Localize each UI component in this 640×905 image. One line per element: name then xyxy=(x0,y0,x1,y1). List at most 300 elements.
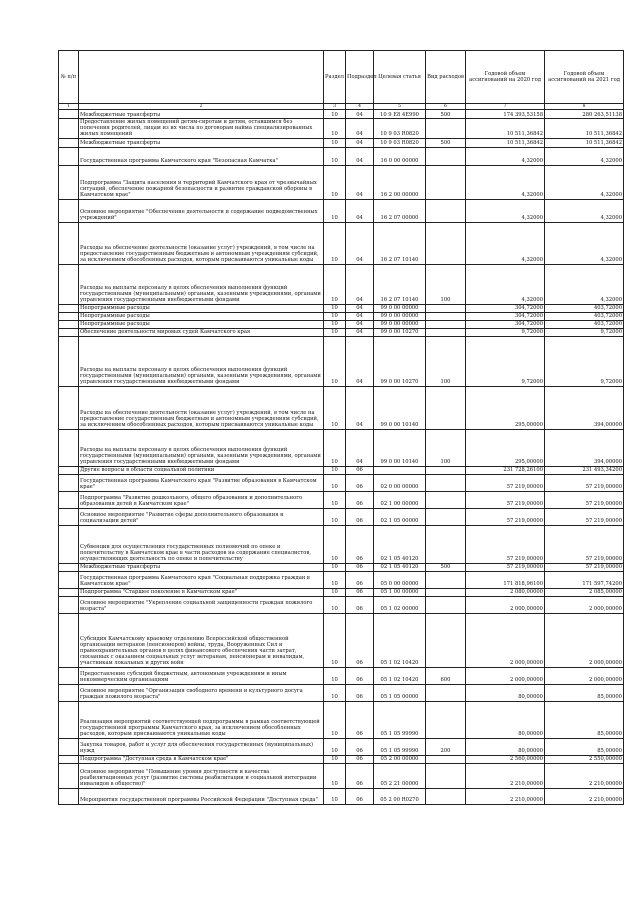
row-name-cell: Непрограммные расходы xyxy=(79,312,324,320)
row-sum-2020-cell: 4,32000 xyxy=(466,147,545,165)
row-subsection-cell: 04 xyxy=(346,119,374,139)
row-name-cell: Расходы на выплаты персоналу в целях обеспечения выполнения функций государственными (муниципальными) органами, казенными учреждениями, органами управления государственными внебюджетными фондами xyxy=(79,429,324,466)
row-target-cell: 16 2 00 00000 xyxy=(374,165,426,199)
table-row xyxy=(59,738,624,755)
row-section-cell: 10 xyxy=(324,147,346,165)
row-section-cell: 10 xyxy=(324,304,346,312)
row-sum-2020-cell: 4,32000 xyxy=(466,264,545,304)
row-target-cell: 05 2 21 00000 xyxy=(374,763,426,788)
row-name-cell: Расходы на обеспечение деятельности (оказание услуг) учреждений, в том числе на предоставление государственным бюджетным и автономным учреждениям субсидий, за исключением обособленных расходов, которым присваиваются уникальные коды xyxy=(79,386,324,429)
row-expense-type-cell: 100 xyxy=(426,336,466,386)
row-subsection-cell: 06 xyxy=(346,474,374,491)
row-target-cell: 05 1 02 10420 xyxy=(374,667,426,684)
row-sum-2020-cell: 2 080,00000 xyxy=(466,588,545,596)
row-sum-2020-cell: 9,72000 xyxy=(466,328,545,336)
row-subsection-cell: 06 xyxy=(346,466,374,474)
row-sum-2020-cell: 2 000,00000 xyxy=(466,596,545,613)
row-sum-2020-cell: 57 219,00000 xyxy=(466,525,545,563)
row-name-cell: Межбюджетные трансферты xyxy=(79,563,324,571)
row-number-cell xyxy=(59,684,79,701)
row-sum-2021-cell: 85,00000 xyxy=(545,738,624,755)
row-subsection-cell: 04 xyxy=(346,328,374,336)
row-number-cell xyxy=(59,474,79,491)
row-sum-2021-cell: 4,32000 xyxy=(545,199,624,222)
row-sum-2021-cell: 10 511,36842 xyxy=(545,119,624,139)
row-number-cell xyxy=(59,491,79,508)
header-section: Раздел xyxy=(324,51,346,104)
row-number-cell xyxy=(59,466,79,474)
row-number-cell xyxy=(59,738,79,755)
row-number-cell xyxy=(59,328,79,336)
row-target-cell: 10 9 Е8 4Е990 xyxy=(374,110,426,119)
row-sum-2020-cell: 2 000,00000 xyxy=(466,667,545,684)
row-name-cell: Межбюджетные трансферты xyxy=(79,110,324,119)
row-sum-2020-cell: 2 560,00000 xyxy=(466,755,545,763)
row-sum-2020-cell: 2 210,00000 xyxy=(466,788,545,804)
row-sum-2020-cell: 57 219,00000 xyxy=(466,474,545,491)
row-subsection-cell: 06 xyxy=(346,738,374,755)
table-body xyxy=(59,110,624,805)
row-number-cell xyxy=(59,119,79,139)
header-name xyxy=(79,51,324,104)
row-target-cell: 99 0 00 10140 xyxy=(374,429,426,466)
row-sum-2020-cell: 171 818,96100 xyxy=(466,571,545,588)
row-name-cell: Подпрограмма "Развитие дошкольного, общего образования и дополнительного образования детей в Камчатском крае" xyxy=(79,491,324,508)
row-sum-2020-cell: 10 511,36842 xyxy=(466,138,545,147)
row-target-cell: 05 1 05 99990 xyxy=(374,701,426,738)
row-target-cell: 02 1 05 40120 xyxy=(374,525,426,563)
row-name-cell: Предоставление жилых помещений детям-сиротам и детям, оставшимся без попечения родителей, лицам из их числа по договорам найма специализированных жилых помещений xyxy=(79,119,324,139)
table-row xyxy=(59,110,624,119)
header-sum-2020: Годовой объем ассигнований на 2020 год xyxy=(466,51,545,104)
row-name-cell: Непрограммные расходы xyxy=(79,304,324,312)
row-subsection-cell: 06 xyxy=(346,613,374,667)
row-name-cell: Субсидия Камчатскому краевому отделению Всероссийской общественной организации ветеранов (пенсионеров) войны, труда, Вооруженных Сил и правоохранительных органов в целях финансового обеспечения части затрат, связанных с оказанием социальных услуг ветеранам, пенсионерам и инвалидам, участникам локальных и других войн xyxy=(79,613,324,667)
row-section-cell: 10 xyxy=(324,119,346,139)
row-number-cell xyxy=(59,571,79,588)
row-number-cell xyxy=(59,320,79,328)
table-row xyxy=(59,525,624,563)
row-subsection-cell: 06 xyxy=(346,588,374,596)
row-name-cell: Закупка товаров, работ и услуг для обеспечения государственных (муниципальных) нужд xyxy=(79,738,324,755)
row-section-cell: 10 xyxy=(324,199,346,222)
row-section-cell: 10 xyxy=(324,763,346,788)
row-expense-type-cell xyxy=(426,508,466,525)
row-section-cell: 10 xyxy=(324,386,346,429)
table-row xyxy=(59,763,624,788)
table-row xyxy=(59,667,624,684)
row-target-cell: 10 9 03 R0820 xyxy=(374,119,426,139)
row-section-cell: 10 xyxy=(324,110,346,119)
row-sum-2021-cell: 57 219,00000 xyxy=(545,491,624,508)
row-subsection-cell: 04 xyxy=(346,336,374,386)
row-name-cell: Основное мероприятие "Организация свободного времени и культурного досуга граждан пожилого возраста" xyxy=(79,684,324,701)
col-number: 6 xyxy=(426,104,466,110)
row-name-cell: Государственная программа Камчатского края "Безопасная Камчатка" xyxy=(79,147,324,165)
row-number-cell xyxy=(59,596,79,613)
row-subsection-cell: 04 xyxy=(346,264,374,304)
row-sum-2020-cell: 9,72000 xyxy=(466,336,545,386)
row-sum-2020-cell: 57 219,00000 xyxy=(466,508,545,525)
row-sum-2021-cell: 2 085,00000 xyxy=(545,588,624,596)
row-expense-type-cell: 200 xyxy=(426,738,466,755)
row-sum-2021-cell: 85,00000 xyxy=(545,701,624,738)
row-sum-2021-cell: 9,72000 xyxy=(545,336,624,386)
row-subsection-cell: 06 xyxy=(346,788,374,804)
row-sum-2020-cell: 231 728,26100 xyxy=(466,466,545,474)
row-name-cell: Основное мероприятие "Укрепление социальной защищенности граждан пожилого возраста" xyxy=(79,596,324,613)
row-number-cell xyxy=(59,336,79,386)
table-row xyxy=(59,491,624,508)
col-number: 2 xyxy=(79,104,324,110)
table-row xyxy=(59,474,624,491)
row-target-cell: 02 1 05 40120 xyxy=(374,563,426,571)
table-row xyxy=(59,264,624,304)
row-expense-type-cell: 600 xyxy=(426,667,466,684)
row-subsection-cell: 04 xyxy=(346,110,374,119)
row-expense-type-cell xyxy=(426,304,466,312)
row-expense-type-cell xyxy=(426,328,466,336)
row-expense-type-cell xyxy=(426,320,466,328)
row-number-cell xyxy=(59,110,79,119)
row-section-cell: 10 xyxy=(324,165,346,199)
row-number-cell xyxy=(59,508,79,525)
row-number-cell xyxy=(59,613,79,667)
row-sum-2021-cell: 2 550,00000 xyxy=(545,755,624,763)
row-number-cell xyxy=(59,138,79,147)
table-row xyxy=(59,596,624,613)
row-section-cell: 10 xyxy=(324,613,346,667)
row-subsection-cell: 04 xyxy=(346,304,374,312)
row-sum-2021-cell: 4,32000 xyxy=(545,264,624,304)
budget-table xyxy=(58,50,624,805)
row-expense-type-cell xyxy=(426,596,466,613)
table-row xyxy=(59,199,624,222)
row-expense-type-cell: 500 xyxy=(426,110,466,119)
table-row xyxy=(59,701,624,738)
table-row xyxy=(59,563,624,571)
row-name-cell: Межбюджетные трансферты xyxy=(79,138,324,147)
row-number-cell xyxy=(59,222,79,264)
row-expense-type-cell xyxy=(426,165,466,199)
row-section-cell: 10 xyxy=(324,738,346,755)
header-no: № п/п xyxy=(59,51,79,104)
row-target-cell: 02 1 00 00000 xyxy=(374,491,426,508)
row-sum-2020-cell: 10 511,36842 xyxy=(466,119,545,139)
row-sum-2021-cell: 394,00000 xyxy=(545,386,624,429)
row-sum-2021-cell: 231 493,34200 xyxy=(545,466,624,474)
table-row xyxy=(59,466,624,474)
row-name-cell: Субвенции для осуществления государственных полномочий по опеке и попечительству в Камчатском крае в части расходов на содержание специалистов, осуществляющих деятельность по опеке и попечительству xyxy=(79,525,324,563)
row-expense-type-cell xyxy=(426,525,466,563)
row-section-cell: 10 xyxy=(324,429,346,466)
row-name-cell: Предоставление субсидий бюджетным, автономным учреждениям и иным некоммерческим организациям xyxy=(79,667,324,684)
row-expense-type-cell xyxy=(426,474,466,491)
header-sum-2021: Годовой объем ассигнований на 2021 год xyxy=(545,51,624,104)
row-target-cell: 05 1 00 00000 xyxy=(374,588,426,596)
row-sum-2021-cell: 57 219,00000 xyxy=(545,563,624,571)
row-section-cell: 10 xyxy=(324,312,346,320)
row-target-cell: 05 1 02 00000 xyxy=(374,596,426,613)
row-target-cell: 16 2 07 00000 xyxy=(374,199,426,222)
row-sum-2020-cell: 2 210,00000 xyxy=(466,763,545,788)
row-expense-type-cell xyxy=(426,312,466,320)
row-section-cell: 10 xyxy=(324,684,346,701)
row-sum-2021-cell: 403,72000 xyxy=(545,320,624,328)
table-row xyxy=(59,613,624,667)
row-sum-2021-cell: 2 000,00000 xyxy=(545,613,624,667)
row-section-cell: 10 xyxy=(324,588,346,596)
row-sum-2021-cell: 85,00000 xyxy=(545,684,624,701)
table-row xyxy=(59,508,624,525)
row-name-cell: Реализация мероприятий соответствующей подпрограммы в рамках соответствующей государственной программы Камчатского края, за исключением обособленных расходов, которым присваиваются уникальные коды xyxy=(79,701,324,738)
row-section-cell: 10 xyxy=(324,138,346,147)
row-expense-type-cell xyxy=(426,788,466,804)
row-subsection-cell: 06 xyxy=(346,508,374,525)
row-expense-type-cell xyxy=(426,588,466,596)
row-expense-type-cell xyxy=(426,613,466,667)
row-subsection-cell: 06 xyxy=(346,755,374,763)
row-section-cell: 10 xyxy=(324,474,346,491)
row-sum-2020-cell: 57 219,00000 xyxy=(466,491,545,508)
row-sum-2021-cell: 394,00000 xyxy=(545,429,624,466)
row-subsection-cell: 06 xyxy=(346,684,374,701)
row-sum-2020-cell: 2 000,00000 xyxy=(466,613,545,667)
row-sum-2021-cell: 171 597,74200 xyxy=(545,571,624,588)
row-target-cell: 05 1 05 99990 xyxy=(374,738,426,755)
row-subsection-cell: 06 xyxy=(346,667,374,684)
row-section-cell: 10 xyxy=(324,701,346,738)
row-expense-type-cell xyxy=(426,763,466,788)
row-subsection-cell: 06 xyxy=(346,563,374,571)
row-sum-2021-cell: 4,32000 xyxy=(545,165,624,199)
row-expense-type-cell: 100 xyxy=(426,264,466,304)
row-target-cell: 99 0 00 10140 xyxy=(374,386,426,429)
row-target-cell xyxy=(374,466,426,474)
row-name-cell: Другие вопросы в области социальной политики xyxy=(79,466,324,474)
table-row xyxy=(59,684,624,701)
row-subsection-cell: 06 xyxy=(346,763,374,788)
row-number-cell xyxy=(59,763,79,788)
row-subsection-cell: 04 xyxy=(346,147,374,165)
row-expense-type-cell xyxy=(426,755,466,763)
row-sum-2021-cell: 403,72000 xyxy=(545,304,624,312)
row-name-cell: Основное мероприятие "Развитие сферы дополнительного образования и социализации детей" xyxy=(79,508,324,525)
row-sum-2020-cell: 57 219,00000 xyxy=(466,563,545,571)
row-sum-2021-cell: 4,32000 xyxy=(545,222,624,264)
table-row xyxy=(59,312,624,320)
row-sum-2020-cell: 4,32000 xyxy=(466,222,545,264)
row-target-cell: 99 0 00 10270 xyxy=(374,336,426,386)
row-number-cell xyxy=(59,264,79,304)
table-row xyxy=(59,328,624,336)
row-sum-2020-cell: 304,72000 xyxy=(466,320,545,328)
row-subsection-cell: 06 xyxy=(346,571,374,588)
row-number-cell xyxy=(59,312,79,320)
row-expense-type-cell xyxy=(426,119,466,139)
row-sum-2020-cell: 304,72000 xyxy=(466,312,545,320)
table-row xyxy=(59,788,624,804)
row-name-cell: Подпрограмма "Доступная среда в Камчатском крае" xyxy=(79,755,324,763)
row-expense-type-cell xyxy=(426,491,466,508)
row-expense-type-cell xyxy=(426,466,466,474)
row-name-cell: Государственная программа Камчатского края "Развитие образования в Камчатском крае" xyxy=(79,474,324,491)
row-subsection-cell: 04 xyxy=(346,199,374,222)
row-expense-type-cell xyxy=(426,684,466,701)
row-target-cell: 99 0 00 00000 xyxy=(374,320,426,328)
col-number: 7 xyxy=(466,104,545,110)
row-name-cell: Обеспечение деятельности мировых судей Камчатского края xyxy=(79,328,324,336)
row-sum-2021-cell: 2 210,00000 xyxy=(545,763,624,788)
row-section-cell: 10 xyxy=(324,222,346,264)
row-section-cell: 10 xyxy=(324,328,346,336)
row-section-cell: 10 xyxy=(324,596,346,613)
row-subsection-cell: 06 xyxy=(346,701,374,738)
row-number-cell xyxy=(59,165,79,199)
row-sum-2020-cell: 295,00000 xyxy=(466,386,545,429)
row-sum-2020-cell: 4,32000 xyxy=(466,199,545,222)
row-sum-2020-cell: 4,32000 xyxy=(466,165,545,199)
row-target-cell: 10 9 03 R0820 xyxy=(374,138,426,147)
row-sum-2021-cell: 57 219,00000 xyxy=(545,525,624,563)
table-row xyxy=(59,588,624,596)
row-sum-2020-cell: 174 393,53158 xyxy=(466,110,545,119)
row-section-cell: 10 xyxy=(324,491,346,508)
table-row xyxy=(59,165,624,199)
row-number-cell xyxy=(59,304,79,312)
row-sum-2021-cell: 280 263,51138 xyxy=(545,110,624,119)
row-section-cell: 10 xyxy=(324,788,346,804)
row-target-cell: 02 1 05 00000 xyxy=(374,508,426,525)
row-name-cell: Расходы на выплаты персоналу в целях обеспечения выполнения функций государственными (муниципальными) органами, казенными учреждениями, органами управления государственными внебюджетными фондами xyxy=(79,264,324,304)
row-number-cell xyxy=(59,525,79,563)
row-name-cell: Государственная программа Камчатского края "Социальная поддержка граждан в Камчатском крае" xyxy=(79,571,324,588)
row-name-cell: Непрограммные расходы xyxy=(79,320,324,328)
table-row xyxy=(59,429,624,466)
row-number-cell xyxy=(59,755,79,763)
row-section-cell: 10 xyxy=(324,320,346,328)
row-expense-type-cell xyxy=(426,199,466,222)
header-expense-type: Вид расходов xyxy=(426,51,466,104)
row-target-cell: 99 0 00 10270 xyxy=(374,328,426,336)
row-sum-2021-cell: 2 000,00000 xyxy=(545,667,624,684)
row-name-cell: Мероприятия государственной программы Российской Федерации "Доступная среда" xyxy=(79,788,324,804)
row-sum-2021-cell: 10 511,36842 xyxy=(545,138,624,147)
row-target-cell: 05 2 00 00000 xyxy=(374,755,426,763)
row-target-cell: 99 0 00 00000 xyxy=(374,304,426,312)
row-expense-type-cell xyxy=(426,571,466,588)
row-expense-type-cell xyxy=(426,386,466,429)
row-section-cell: 10 xyxy=(324,563,346,571)
row-number-cell xyxy=(59,199,79,222)
row-subsection-cell: 04 xyxy=(346,312,374,320)
row-name-cell: Основное мероприятие "Повышение уровня доступности и качества реабилитационных услуг (развитие системы реабилитации и социальной интеграции инвалидов в общество)" xyxy=(79,763,324,788)
row-subsection-cell: 04 xyxy=(346,320,374,328)
table-row xyxy=(59,147,624,165)
row-expense-type-cell: 500 xyxy=(426,563,466,571)
row-section-cell: 10 xyxy=(324,525,346,563)
row-sum-2021-cell: 2 000,00000 xyxy=(545,596,624,613)
col-number: 5 xyxy=(374,104,426,110)
table-row xyxy=(59,755,624,763)
row-section-cell: 10 xyxy=(324,336,346,386)
table-row xyxy=(59,138,624,147)
col-number: 3 xyxy=(324,104,346,110)
row-section-cell: 10 xyxy=(324,667,346,684)
row-section-cell: 10 xyxy=(324,264,346,304)
row-number-cell xyxy=(59,588,79,596)
row-target-cell: 99 0 00 00000 xyxy=(374,312,426,320)
row-expense-type-cell: 500 xyxy=(426,138,466,147)
row-sum-2021-cell: 57 219,00000 xyxy=(545,474,624,491)
row-name-cell: Подпрограмма "Защита населения и территорий Камчатского края от чрезвычайных ситуаций, обеспечение пожарной безопасности и развитие гражданской обороны в Камчатском крае" xyxy=(79,165,324,199)
table-row xyxy=(59,386,624,429)
row-subsection-cell: 06 xyxy=(346,525,374,563)
header-subsection: Подраздел xyxy=(346,51,374,104)
row-target-cell: 16 0 00 00000 xyxy=(374,147,426,165)
row-subsection-cell: 04 xyxy=(346,222,374,264)
header-target: Целевая статья xyxy=(374,51,426,104)
row-sum-2021-cell: 9,72000 xyxy=(545,328,624,336)
row-name-cell: Основное мероприятие "Обеспечение деятельности и содержание подведомственных учреждений" xyxy=(79,199,324,222)
col-number: 4 xyxy=(346,104,374,110)
row-expense-type-cell xyxy=(426,222,466,264)
table-row xyxy=(59,336,624,386)
table-header-row xyxy=(59,51,624,104)
row-target-cell: 05 1 02 10420 xyxy=(374,613,426,667)
row-expense-type-cell xyxy=(426,701,466,738)
row-subsection-cell: 04 xyxy=(346,138,374,147)
row-target-cell: 02 0 00 00000 xyxy=(374,474,426,491)
row-sum-2020-cell: 80,00000 xyxy=(466,701,545,738)
row-subsection-cell: 04 xyxy=(346,386,374,429)
row-number-cell xyxy=(59,147,79,165)
row-name-cell: Подпрограмма "Старшее поколение в Камчатском крае" xyxy=(79,588,324,596)
row-number-cell xyxy=(59,667,79,684)
row-number-cell xyxy=(59,701,79,738)
row-subsection-cell: 04 xyxy=(346,429,374,466)
row-sum-2021-cell: 403,72000 xyxy=(545,312,624,320)
row-section-cell: 10 xyxy=(324,755,346,763)
row-name-cell: Расходы на обеспечение деятельности (оказание услуг) учреждений, в том числе на предоставление государственным бюджетным и автономным учреждениям субсидий, за исключением обособленных расходов, которым присваиваются уникальные коды xyxy=(79,222,324,264)
row-sum-2020-cell: 295,00000 xyxy=(466,429,545,466)
row-expense-type-cell: 100 xyxy=(426,429,466,466)
row-sum-2021-cell: 2 210,00000 xyxy=(545,788,624,804)
row-target-cell: 16 2 07 10140 xyxy=(374,264,426,304)
row-sum-2021-cell: 4,32000 xyxy=(545,147,624,165)
row-section-cell: 10 xyxy=(324,508,346,525)
row-expense-type-cell xyxy=(426,147,466,165)
row-target-cell: 05 2 00 R0270 xyxy=(374,788,426,804)
row-number-cell xyxy=(59,563,79,571)
col-number: 1 xyxy=(59,104,79,110)
table-row xyxy=(59,304,624,312)
col-number: 8 xyxy=(545,104,624,110)
row-section-cell: 10 xyxy=(324,571,346,588)
table-row xyxy=(59,222,624,264)
row-sum-2021-cell: 57 219,00000 xyxy=(545,508,624,525)
row-section-cell: 10 xyxy=(324,466,346,474)
row-subsection-cell: 06 xyxy=(346,596,374,613)
row-number-cell xyxy=(59,386,79,429)
row-target-cell: 05 1 05 00000 xyxy=(374,684,426,701)
row-number-cell xyxy=(59,788,79,804)
table-row xyxy=(59,571,624,588)
table-row xyxy=(59,320,624,328)
row-subsection-cell: 06 xyxy=(346,491,374,508)
table-row xyxy=(59,119,624,139)
row-name-cell: Расходы на выплаты персоналу в целях обеспечения выполнения функций государственными (муниципальными) органами, казенными учреждениями, органами управления государственными внебюджетными фондами xyxy=(79,336,324,386)
